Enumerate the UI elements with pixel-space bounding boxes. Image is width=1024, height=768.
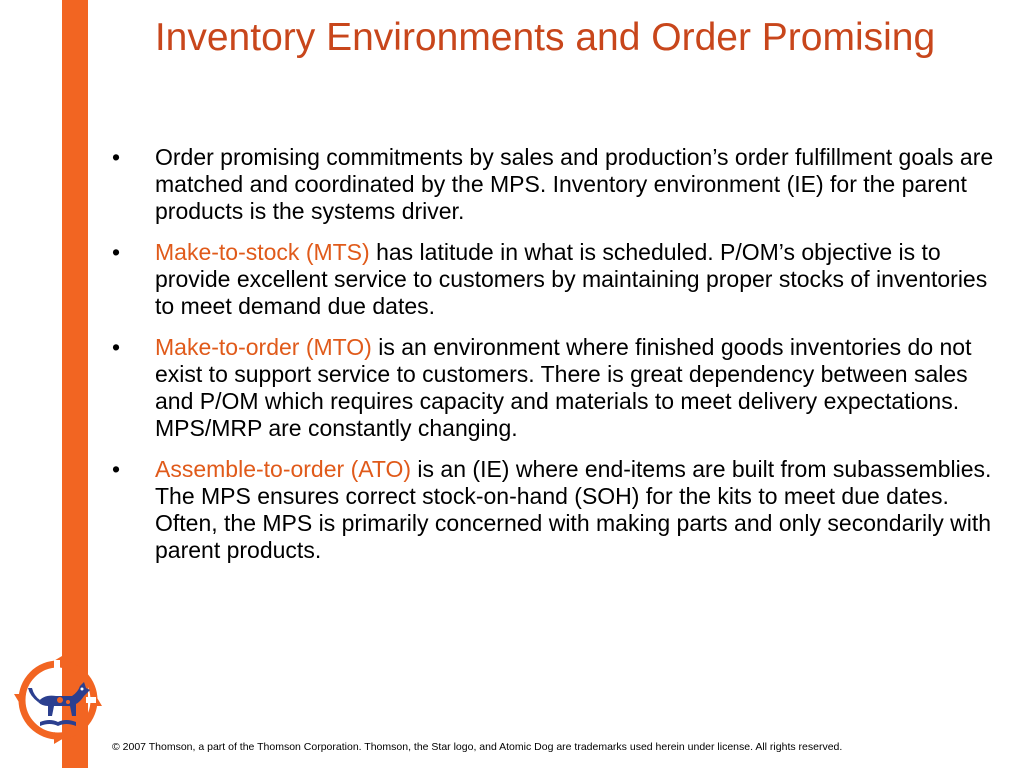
bullet-item	[112, 456, 1012, 564]
bullet-term: Make-to-order (MTO)	[155, 334, 372, 360]
copyright-footer: © 2007 Thomson, a part of the Thomson Corporation. Thomson, the Star logo, and Atomic Dog are trademarks used herein under license. All rights reserved.	[112, 741, 843, 753]
bullet-item	[112, 334, 1012, 442]
bullet-text: is an (IE) where end-items are built from subassemblies. The MPS ensures correct stock-on-hand (SOH) for the kits to meet due dates. Often, the MPS is primarily concerned with making parts and only secondarily with parent products.	[155, 456, 992, 563]
bullet-marker: •	[112, 144, 121, 170]
bullet-item	[112, 239, 1012, 320]
bullet-marker: •	[112, 239, 121, 265]
bullet-marker: •	[112, 456, 121, 482]
bullet-item	[112, 144, 1012, 225]
bullet-marker: •	[112, 334, 121, 360]
slide-title: Inventory Environments and Order Promising	[154, 16, 936, 59]
atomic-dog-logo-icon	[14, 652, 102, 748]
bullet-text: is an environment where finished goods inventories do not exist to support service to customers. There is great dependency between sales and P/OM which requires capacity and materials to meet delivery expectations. MPS/MRP are constantly changing.	[155, 334, 972, 441]
bullet-text: has latitude in what is scheduled. P/OM’s objective is to provide excellent service to customers by maintaining proper stocks of inventories to meet demand due dates.	[155, 239, 988, 319]
bullet-term: Assemble-to-order (ATO)	[155, 456, 412, 482]
bullet-term: Make-to-stock (MTS)	[155, 239, 370, 265]
bullet-text: Order promising commitments by sales and production’s order fulfillment goals are matched and coordinated by the MPS. Inventory environment (IE) for the parent products is the systems driver.	[155, 144, 994, 224]
bullet-list	[112, 144, 1012, 578]
